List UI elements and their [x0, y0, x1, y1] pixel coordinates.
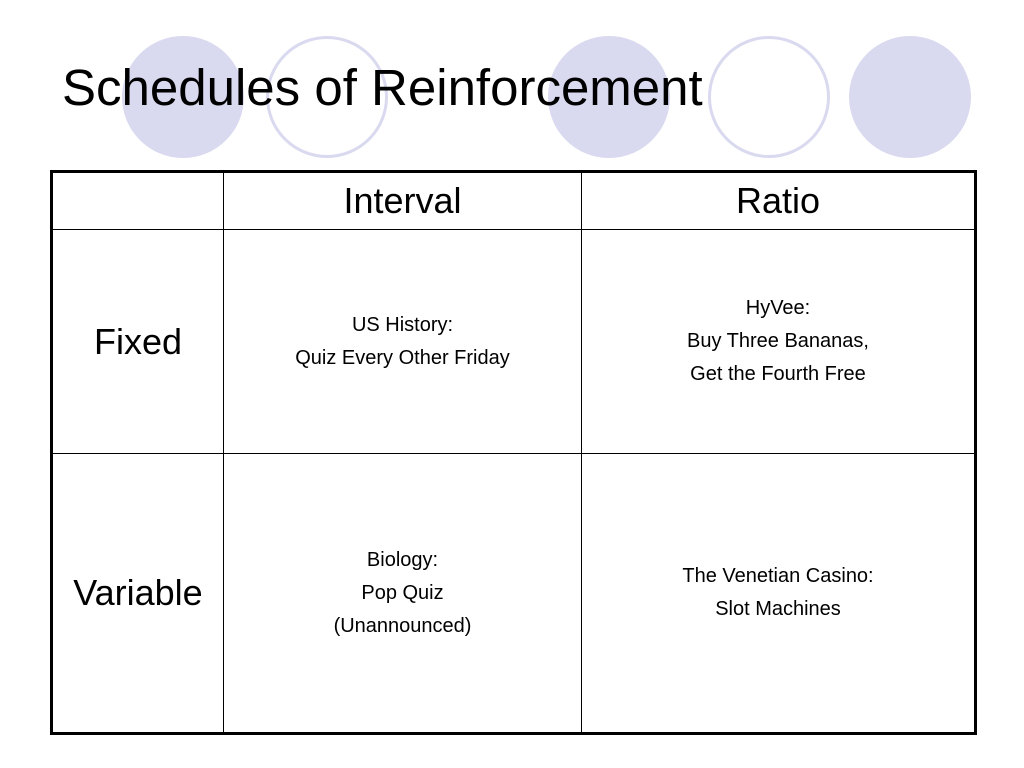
- cell-line: Biology:: [366, 548, 439, 571]
- column-header-interval: Interval: [224, 172, 582, 230]
- cell-line: Get the Fourth Free: [690, 363, 866, 385]
- header-corner-cell: [52, 172, 224, 230]
- cell-line: The Venetian Casino:: [682, 565, 874, 587]
- slide-title: Schedules of Reinforcement: [62, 59, 703, 116]
- cell-variable-ratio: [582, 454, 976, 734]
- decorative-circle-ring: [708, 36, 830, 158]
- reinforcement-table: [50, 170, 977, 735]
- table-header-row: [52, 172, 976, 230]
- row-header-variable: Variable: [52, 454, 224, 734]
- cell-line: Pop Quiz: [361, 581, 444, 604]
- cell-line: (Unannounced): [333, 614, 472, 637]
- cell-line: HyVee:: [745, 297, 811, 319]
- column-header-ratio: Ratio: [582, 172, 976, 230]
- row-header-fixed: Fixed: [52, 230, 224, 454]
- cell-fixed-ratio: [582, 230, 976, 454]
- decorative-circle-filled: [849, 36, 971, 158]
- table-row-variable: [52, 454, 976, 734]
- cell-line: Buy Three Bananas,: [687, 330, 869, 352]
- cell-variable-interval: [224, 454, 582, 734]
- cell-line: Slot Machines: [715, 598, 841, 620]
- cell-line: Quiz Every Other Friday: [295, 346, 510, 369]
- cell-fixed-interval: [224, 230, 582, 454]
- cell-line: US History:: [351, 313, 454, 336]
- table-row-fixed: [52, 230, 976, 454]
